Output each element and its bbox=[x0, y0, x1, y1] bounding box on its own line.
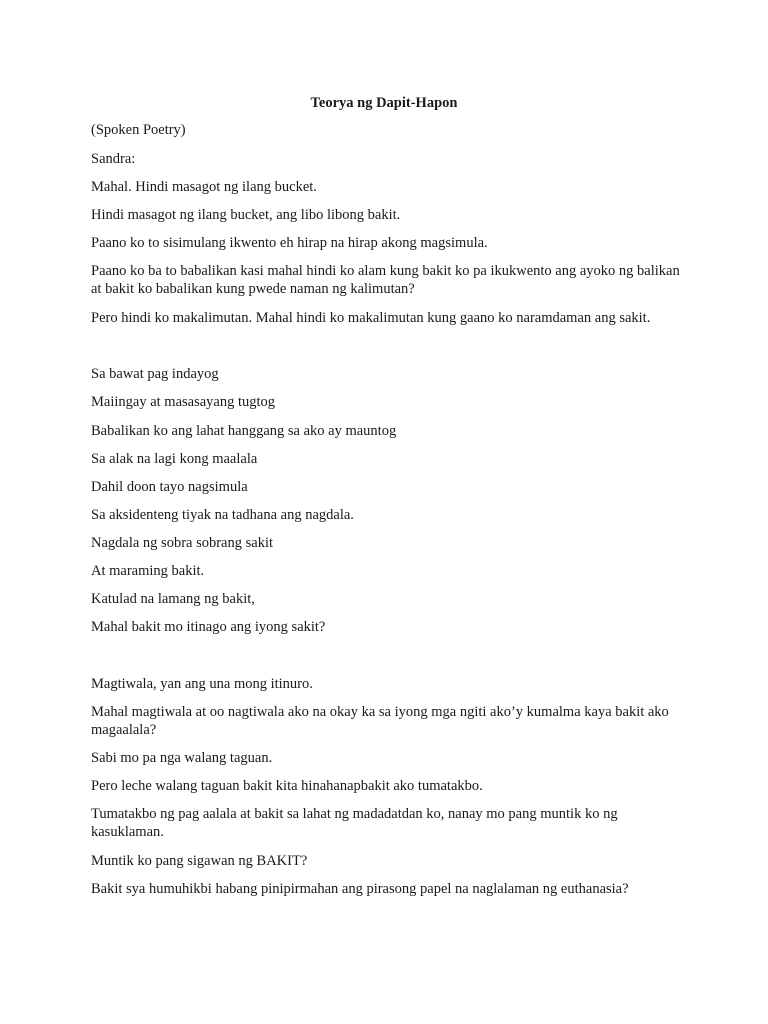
poem-line: Mahal. Hindi masagot ng ilang bucket. bbox=[91, 179, 317, 195]
subtitle-line: (Spoken Poetry) bbox=[91, 122, 186, 138]
poem-line: Paano ko ba to babalikan kasi mahal hindi ko alam kung bakit ko pa ikukwento ang ayoko ng balikan at bakit ko babalikan kung pwede naman ng kalimutan? bbox=[91, 263, 680, 297]
speaker-label: Sandra: bbox=[91, 151, 136, 167]
poem-line: Tumatakbo ng pag aalala at bakit sa lahat ng madadatdan ko, nanay mo pang muntik ko ng kasuklaman. bbox=[91, 806, 618, 840]
poem-line: Dahil doon tayo nagsimula bbox=[91, 479, 248, 495]
poem-line: Magtiwala, yan ang una mong itinuro. bbox=[91, 676, 313, 692]
poem-line: Mahal bakit mo itinago ang iyong sakit? bbox=[91, 619, 326, 635]
poem-line: Hindi masagot ng ilang bucket, ang libo libong bakit. bbox=[91, 207, 401, 223]
poem-line: Sa bawat pag indayog bbox=[91, 366, 219, 382]
poem-line: Sa aksidenteng tiyak na tadhana ang nagdala. bbox=[91, 507, 354, 523]
poem-line: Maiingay at masasayang tugtog bbox=[91, 394, 276, 410]
poem-line: Katulad na lamang ng bakit, bbox=[91, 591, 255, 607]
poem-line: Paano ko to sisimulang ikwento eh hirap na hirap akong magsimula. bbox=[91, 235, 488, 251]
poem-line: Sabi mo pa nga walang taguan. bbox=[91, 750, 273, 766]
poem-line: Mahal magtiwala at oo nagtiwala ako na okay ka sa iyong mga ngiti ako’y kumalma kaya bakit ako magaalala? bbox=[91, 704, 669, 738]
document-title: Teorya ng Dapit-Hapon bbox=[310, 95, 458, 111]
poem-line: Bakit sya humuhikbi habang pinipirmahan ang pirasong papel na naglalaman ng euthanasia? bbox=[91, 881, 629, 897]
poem-line: Muntik ko pang sigawan ng BAKIT? bbox=[91, 853, 308, 869]
poem-line: Pero hindi ko makalimutan. Mahal hindi ko makalimutan kung gaano ko naramdaman ang sakit. bbox=[91, 310, 651, 326]
poem-line: At maraming bakit. bbox=[91, 563, 205, 579]
poem-line: Pero leche walang taguan bakit kita hinahanapbakit ako tumatakbo. bbox=[91, 778, 483, 794]
poem-line: Sa alak na lagi kong maalala bbox=[91, 451, 258, 467]
poem-line: Nagdala ng sobra sobrang sakit bbox=[91, 535, 274, 551]
poem-line: Babalikan ko ang lahat hanggang sa ako ay mauntog bbox=[91, 423, 397, 439]
